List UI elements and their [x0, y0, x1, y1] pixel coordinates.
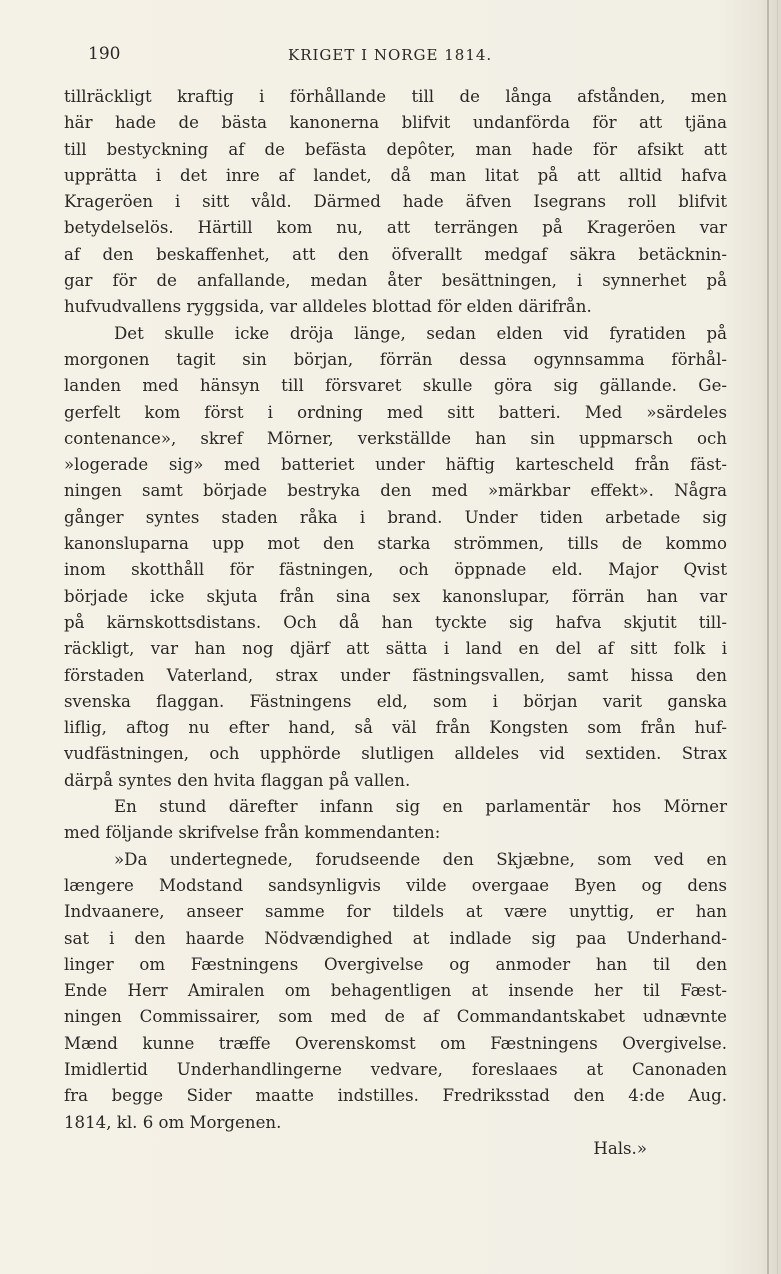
text-line: vudfästningen, och upphörde slutligen alldeles vid sextiden. Strax	[64, 744, 727, 764]
text-line: svenska flaggan. Fästningens eld, som i början varit ganska	[64, 691, 727, 711]
text-line: Hals.»	[593, 1138, 647, 1158]
text-line: Det skulle icke dröja länge, sedan elden vid fyratiden på	[114, 323, 727, 343]
text-line: contenance», skref Mörner, verkställde han sin uppmarsch och	[64, 428, 727, 448]
text-line: ningen samt började bestryka den med »märkbar effekt». Några	[64, 481, 727, 501]
text-line: morgonen tagit sin början, förrän dessa ogynnsamma förhål-	[64, 349, 727, 369]
text-line: gånger syntes staden råka i brand. Under tiden arbetade sig	[64, 507, 727, 527]
text-line: tillräckligt kraftig i förhållande till de långa afstånden, men	[64, 87, 727, 106]
text-line: inom skotthåll för fästningen, och öppnade eld. Major Qvist	[64, 560, 727, 580]
text-line: betydelselös. Härtill kom nu, att terrängen på Krageröen var	[64, 218, 727, 238]
text-line: Imidlertid Underhandlingerne vedvare, foreslaaes at Canonaden	[64, 1059, 727, 1079]
text-line: gar för de anfallande, medan åter besättningen, i synnerhet på	[64, 271, 727, 291]
text-line: liflig, aftog nu efter hand, så väl från Kongsten som från huf-	[64, 718, 727, 738]
text-line: hufvudvallens ryggsida, var alldeles blottad för elden därifrån.	[64, 297, 592, 317]
text-line: här hade de bästa kanonerna blifvit undanförda för att tjäna	[64, 113, 727, 133]
text-line: linger om Fæstningens Overgivelse og anmoder han til den	[64, 954, 727, 974]
text-line: ningen Commissairer, som med de af Commandantskabet udnævnte	[64, 1007, 727, 1027]
text-line: sat i den haarde Nödvændighed at indlade sig paa Underhand-	[64, 928, 727, 948]
text-line: med följande skrifvelse från kommendanten:	[64, 823, 441, 843]
text-line: Krageröen i sitt våld. Därmed hade äfven Isegrans roll blifvit	[64, 192, 727, 212]
text-line: räckligt, var han nog djärf att sätta i land en del af sitt folk i	[64, 639, 727, 659]
text-line: därpå syntes den hvita flaggan på vallen.	[64, 770, 411, 790]
text-line: Ende Herr Amiralen om behagentligen at insende her til Fæst-	[64, 981, 727, 1001]
page-number: 190	[88, 44, 121, 64]
text-line: till bestyckning af de befästa depôter, man hade för afsikt att	[64, 139, 727, 159]
running-title: KRIGET I NORGE 1814.	[288, 46, 493, 64]
text-line: kanonsluparna upp mot den starka strömmen, tills de kommo	[64, 534, 727, 554]
page-edge	[767, 0, 769, 1274]
text-line: Indvaanere, anseer samme for tildels at være unyttig, er han	[64, 902, 727, 922]
text-line: fra begge Sider maatte indstilles. Fredriksstad den 4:de Aug.	[64, 1086, 727, 1106]
text-line: gerfelt kom först i ordning med sitt batteri. Med »särdeles	[64, 402, 727, 422]
text-line: på kärnskottsdistans. Och då han tyckte sig hafva skjutit till-	[64, 612, 727, 632]
text-line: længere Modstand sandsynligvis vilde overgaae Byen og dens	[64, 875, 727, 895]
text-line: upprätta i det inre af landet, då man litat på att alltid hafva	[64, 165, 727, 185]
body-text	[64, 84, 727, 1162]
text-line: 1814, kl. 6 om Morgenen.	[64, 1112, 282, 1132]
text-line: En stund därefter infann sig en parlamentär hos Mörner	[114, 797, 727, 817]
text-line: förstaden Vaterland, strax under fästningsvallen, samt hissa den	[64, 665, 727, 685]
text-line: »logerade sig» med batteriet under häftig kartescheld från fäst-	[64, 455, 727, 475]
text-line: började icke skjuta från sina sex kanonslupar, förrän han var	[64, 586, 727, 606]
text-line: Mænd kunne træffe Overenskomst om Fæstningens Overgivelse.	[64, 1033, 727, 1053]
page-edge-outer	[777, 0, 778, 1274]
text-line: »Da undertegnede, forudseende den Skjæbne, som ved en	[114, 849, 727, 869]
running-header	[88, 44, 724, 70]
text-line: af den beskaffenhet, att den öfverallt medgaf säkra betäcknin-	[64, 244, 727, 264]
text-line: landen med hänsyn till försvaret skulle göra sig gällande. Ge-	[64, 376, 727, 396]
